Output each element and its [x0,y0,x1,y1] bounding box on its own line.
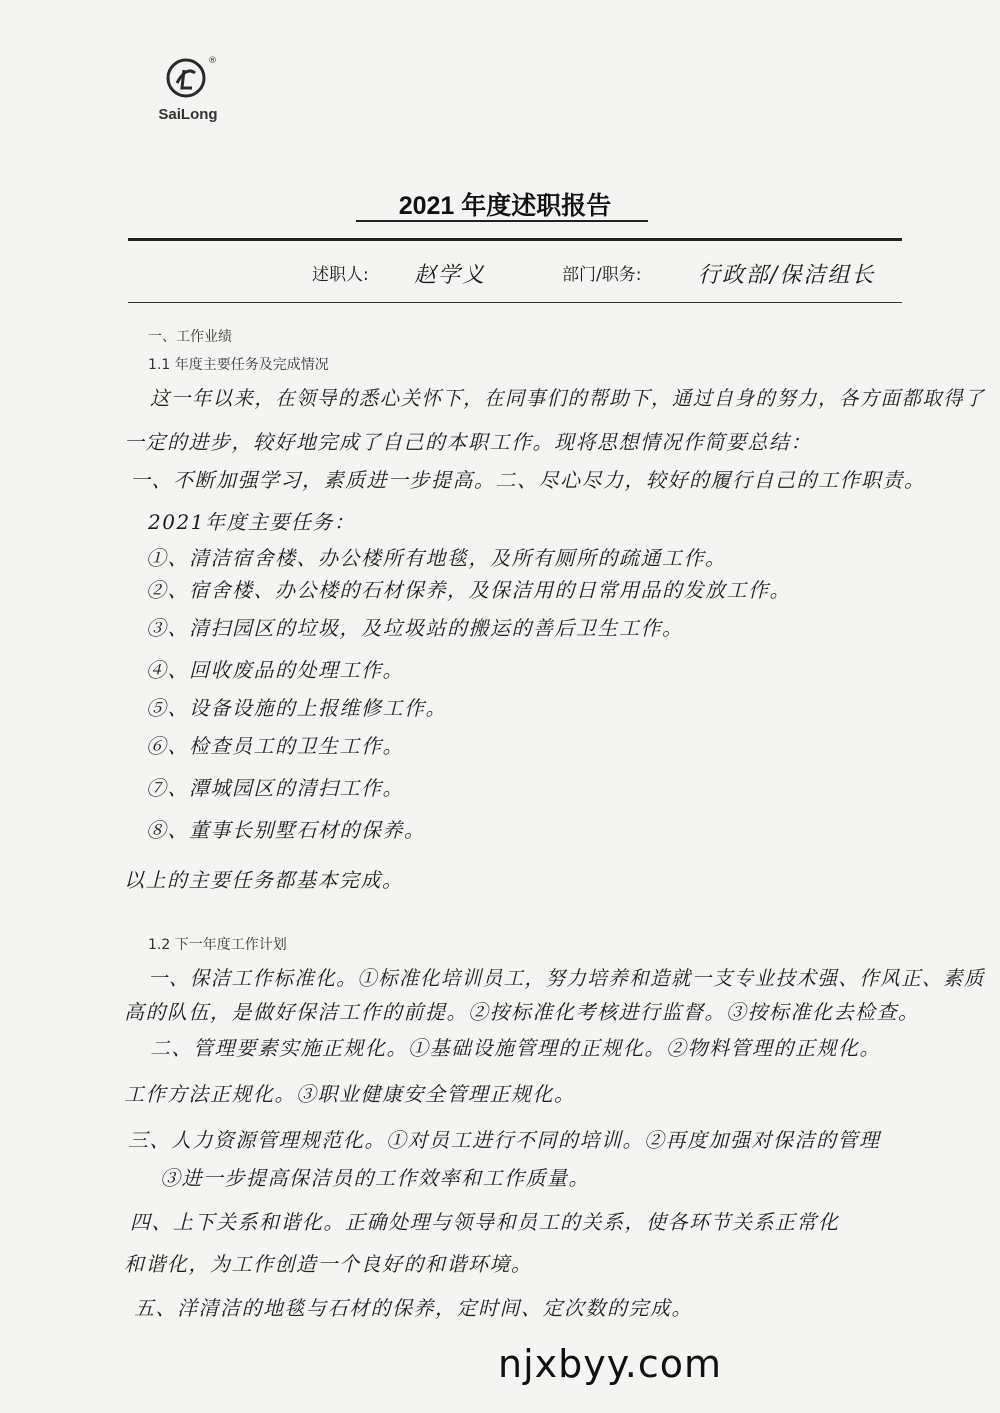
handwritten-line: ③、清扫园区的垃圾，及垃圾站的搬运的善后卫生工作。 [146,616,684,640]
company-logo [142,56,232,128]
handwritten-line: 五、洋清洁的地毯与石材的保养，定时间、定次数的完成。 [134,1296,693,1320]
handwritten-line: ④、回收废品的处理工作。 [146,658,404,682]
title-underline [356,220,648,222]
handwritten-line: 一、不断加强学习，素质进一步提高。二、尽心尽力，较好的履行自己的工作职责。 [130,468,926,492]
handwritten-line: 这一年以来，在领导的悉心关怀下，在同事们的帮助下，通过自身的努力，各方面都取得了 [150,386,986,410]
header-rule [128,238,902,241]
handwritten-line: ⑦、潭城园区的清扫工作。 [146,776,404,800]
handwritten-line: ⑤、设备设施的上报维修工作。 [146,696,447,720]
presenter-name: 赵学义 [414,263,487,288]
handwritten-line: ①、清洁宿舍楼、办公楼所有地毯，及所有厕所的疏通工作。 [146,546,727,570]
department-value: 行政部/保洁组长 [698,263,876,288]
handwritten-line: 高的队伍，是做好保洁工作的前提。②按标准化考核进行监督。③按标准化去检查。 [124,1000,920,1024]
site-watermark: njxbyy.com [498,1342,723,1386]
handwritten-line: 工作方法正规化。③职业健康安全管理正规化。 [124,1082,576,1106]
handwritten-line: ⑥、检查员工的卫生工作。 [146,734,404,758]
handwritten-line: 一定的进步，较好地完成了自己的本职工作。现将思想情况作简要总结： [124,430,812,454]
section-heading-plan: 1.2 下一年度工作计划 [148,937,287,953]
registered-mark: ® [208,56,217,66]
department-label: 部门/职务: [562,265,642,285]
handwritten-line: 和谐化，为工作创造一个良好的和谐环境。 [124,1252,533,1276]
field-rule [128,302,902,303]
section-heading-tasks: 1.1 年度主要任务及完成情况 [148,357,329,373]
handwritten-line: 以上的主要任务都基本完成。 [124,868,404,892]
presenter-label: 述职人: [312,265,369,285]
handwritten-line: 2021年度主要任务： [148,510,356,534]
handwritten-line: 二、管理要素实施正规化。①基础设施管理的正规化。②物料管理的正规化。 [150,1036,881,1060]
handwritten-line: ②、宿舍楼、办公楼的石材保养，及保洁用的日常用品的发放工作。 [146,578,791,602]
handwritten-line: ③进一步提高保洁员的工作效率和工作质量。 [160,1166,590,1190]
handwritten-line: ⑧、董事长别墅石材的保养。 [146,818,426,842]
brand-name: SaiLong [158,106,218,123]
section-heading-achievements: 一、工作业绩 [148,329,232,345]
handwritten-line: 三、人力资源管理规范化。①对员工进行不同的培训。②再度加强对保洁的管理 [128,1128,881,1152]
sailong-logo-icon [164,56,208,100]
document-title: 2021 年度述职报告 [398,192,612,220]
handwritten-line: 四、上下关系和谐化。正确处理与领导和员工的关系，使各环节关系正常化 [130,1210,840,1234]
handwritten-line: 一、保洁工作标准化。①标准化培训员工，努力培养和造就一支专业技术强、作风正、素质 [148,966,985,990]
